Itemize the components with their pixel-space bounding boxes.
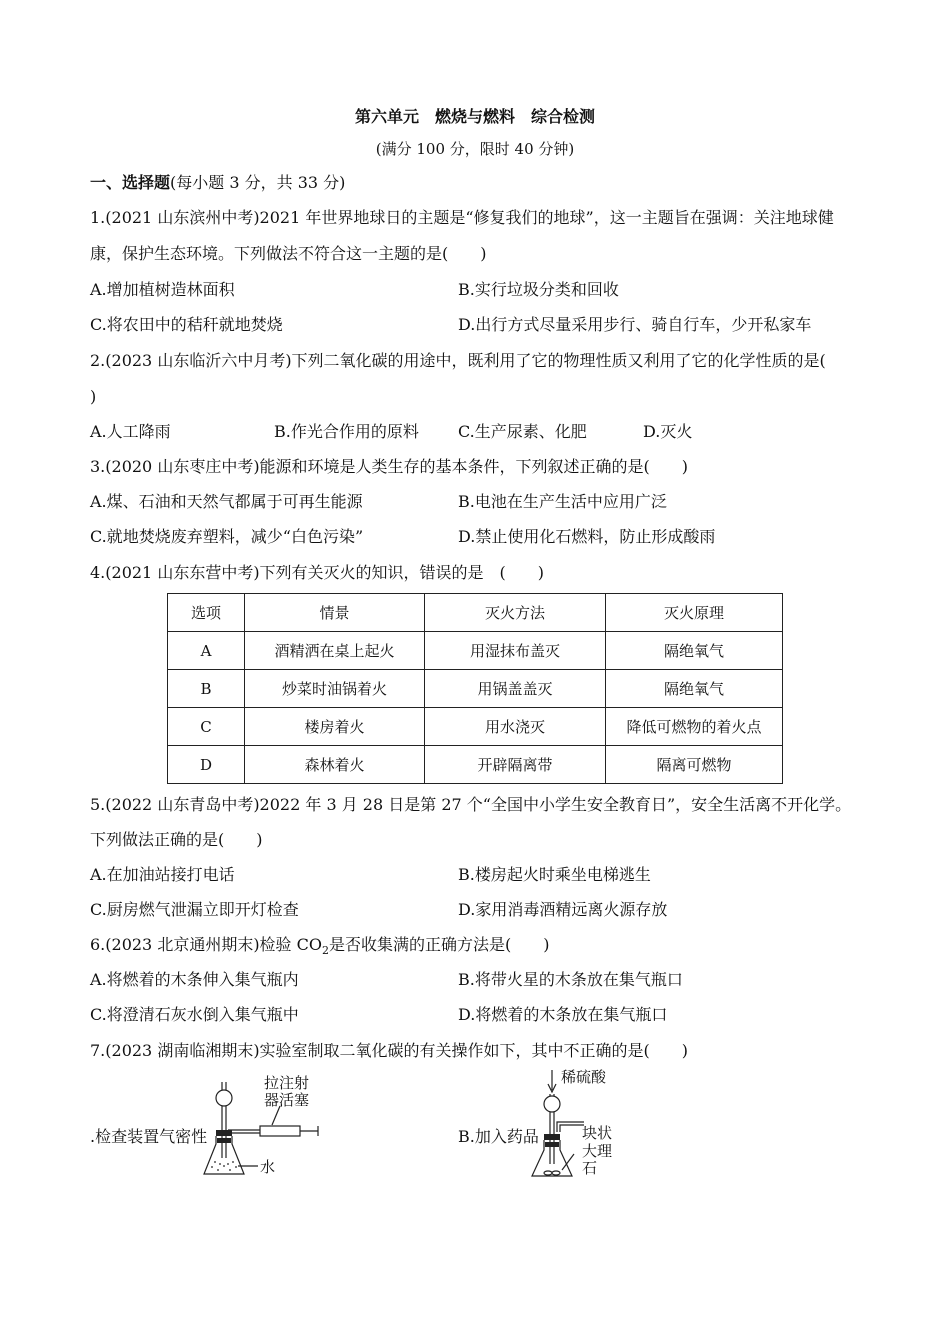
q3-stem: 3.(2020 山东枣庄中考)能源和环境是人类生存的基本条件，下列叙述正确的是( ) (90, 457, 689, 476)
page-title: 第六单元 燃烧与燃料 综合检测 (354, 107, 595, 126)
q2-stem-line2: ) (90, 387, 97, 406)
q6-option-c: C.将澄清石灰水倒入集气瓶中 (90, 1005, 299, 1024)
table-cell: 开辟隔离带 (425, 746, 606, 784)
marble-chips (544, 1171, 552, 1175)
q5-option-a: A.在加油站接打电话 (90, 865, 235, 884)
table-cell: 森林着火 (245, 746, 425, 784)
q4-stem: 4.(2021 山东东营中考)下列有关灭火的知识，错误的是 ( ) (90, 563, 545, 582)
side-tube (557, 1122, 584, 1132)
q2-option-d: D.灭火 (643, 422, 693, 441)
q1-stem-line1: 1.(2021 山东滨州中考)2021 年世界地球日的主题是“修复我们的地球”，这一主题旨在强调：关注地球健 (90, 208, 834, 227)
q5-option-c: C.厨房燃气泄漏立即开灯检查 (90, 900, 299, 919)
table-row (168, 746, 783, 784)
syringe-label-line2: 器活塞 (264, 1091, 310, 1109)
q7-stem: 7.(2023 湖南临湘期末)实验室制取二氧化碳的有关操作如下，其中不正确的是( ) (90, 1041, 689, 1060)
q5-option-d: D.家用消毒酒精远离火源存放 (458, 900, 668, 919)
q7-option-a: .检查装置气密性 (90, 1127, 208, 1146)
q2-stem-line1: 2.(2023 山东临沂六中月考)下列二氧化碳的用途中，既利用了它的物理性质又利用了它的化学性质的是( (90, 351, 826, 370)
table-cell: 酒精洒在桌上起火 (245, 632, 425, 670)
page-subtitle: (满分 100 分，限时 40 分钟) (375, 140, 575, 158)
q1-option-d: D.出行方式尽量采用步行、骑自行车，少开私家车 (458, 315, 812, 334)
table-header-cell: 灭火原理 (606, 594, 783, 632)
q5-stem-line1: 5.(2022 山东青岛中考)2022 年 3 月 28 日是第 27 个“全国中小学生安全教育日”，安全生活离不开化学。 (90, 795, 852, 814)
marble-label-line1: 块状 (582, 1124, 613, 1142)
funnel-bulb (216, 1090, 232, 1106)
table-cell: 用湿抹布盖灭 (425, 632, 606, 670)
table-row (168, 708, 783, 746)
q1-option-b: B.实行垃圾分类和回收 (458, 280, 619, 299)
table-cell: 楼房着火 (245, 708, 425, 746)
q6-stem (90, 934, 550, 962)
water-label: 水 (260, 1158, 276, 1176)
q3-option-d: D.禁止使用化石燃料，防止形成酸雨 (458, 527, 716, 546)
section-heading (90, 172, 345, 194)
table-cell: A (168, 632, 245, 670)
table-cell: 隔离可燃物 (606, 746, 783, 784)
fire-knowledge-table (167, 593, 783, 784)
q6-option-d: D.将燃着的木条放在集气瓶口 (458, 1005, 668, 1024)
acid-label: 稀硫酸 (561, 1068, 607, 1086)
table-cell: 用锅盖盖灭 (425, 670, 606, 708)
table-header-cell: 情景 (245, 594, 425, 632)
table-cell: D (168, 746, 245, 784)
table-header-cell: 灭火方法 (425, 594, 606, 632)
q6-option-a: A.将燃着的木条伸入集气瓶内 (90, 970, 299, 989)
q2-option-a: A.人工降雨 (90, 422, 171, 441)
q2-option-c: C.生产尿素、化肥 (458, 422, 587, 441)
table-header-cell: 选项 (168, 594, 245, 632)
q3-option-a: A.煤、石油和天然气都属于可再生能源 (90, 492, 363, 511)
table-row (168, 632, 783, 670)
q5-option-b: B.楼房起火时乘坐电梯逃生 (458, 865, 651, 884)
q6-stem-prefix: 6.(2023 北京通州期末)检验 CO (90, 935, 323, 954)
marble-label-line2: 大理 (582, 1142, 613, 1160)
table-row (168, 670, 783, 708)
table-cell: 隔绝氧气 (606, 632, 783, 670)
section-title: 一、选择题 (90, 173, 171, 192)
funnel-bulb (544, 1096, 560, 1112)
syringe (260, 1126, 300, 1136)
q1-option-a: A.增加植树造林面积 (90, 280, 235, 299)
table-cell: 炒菜时油锅着火 (245, 670, 425, 708)
q3-option-b: B.电池在生产生活中应用广泛 (458, 492, 667, 511)
q3-option-c: C.就地焚烧废弃塑料，减少“白色污染” (90, 527, 364, 546)
q6-option-b: B.将带火星的木条放在集气瓶口 (458, 970, 683, 989)
syringe-label-line1: 拉注射 (264, 1074, 310, 1092)
table-cell: 用水浇灭 (425, 708, 606, 746)
q6-stem-suffix: 是否收集满的正确方法是( ) (329, 935, 550, 954)
table-cell: 降低可燃物的着火点 (606, 708, 783, 746)
q5-stem-line2: 下列做法正确的是( ) (90, 830, 263, 849)
q7-option-b: B.加入药品 (458, 1127, 539, 1146)
table-cell: C (168, 708, 245, 746)
rubber-stopper (216, 1130, 232, 1136)
q6-subscript: 2 (322, 944, 330, 958)
table-header-row (168, 594, 783, 632)
q1-option-c: C.将农田中的秸秆就地焚烧 (90, 315, 283, 334)
marble-label-line3: 石 (582, 1159, 598, 1177)
table-cell: 隔绝氧气 (606, 670, 783, 708)
q2-option-b: B.作光合作用的原料 (274, 422, 419, 441)
table-cell: B (168, 670, 245, 708)
water-level (211, 1161, 237, 1171)
section-note: (每小题 3 分，共 33 分) (170, 173, 346, 192)
q1-stem-line2: 康，保护生态环境。下列做法不符合这一主题的是( ) (90, 244, 487, 263)
rubber-stopper (544, 1134, 560, 1140)
